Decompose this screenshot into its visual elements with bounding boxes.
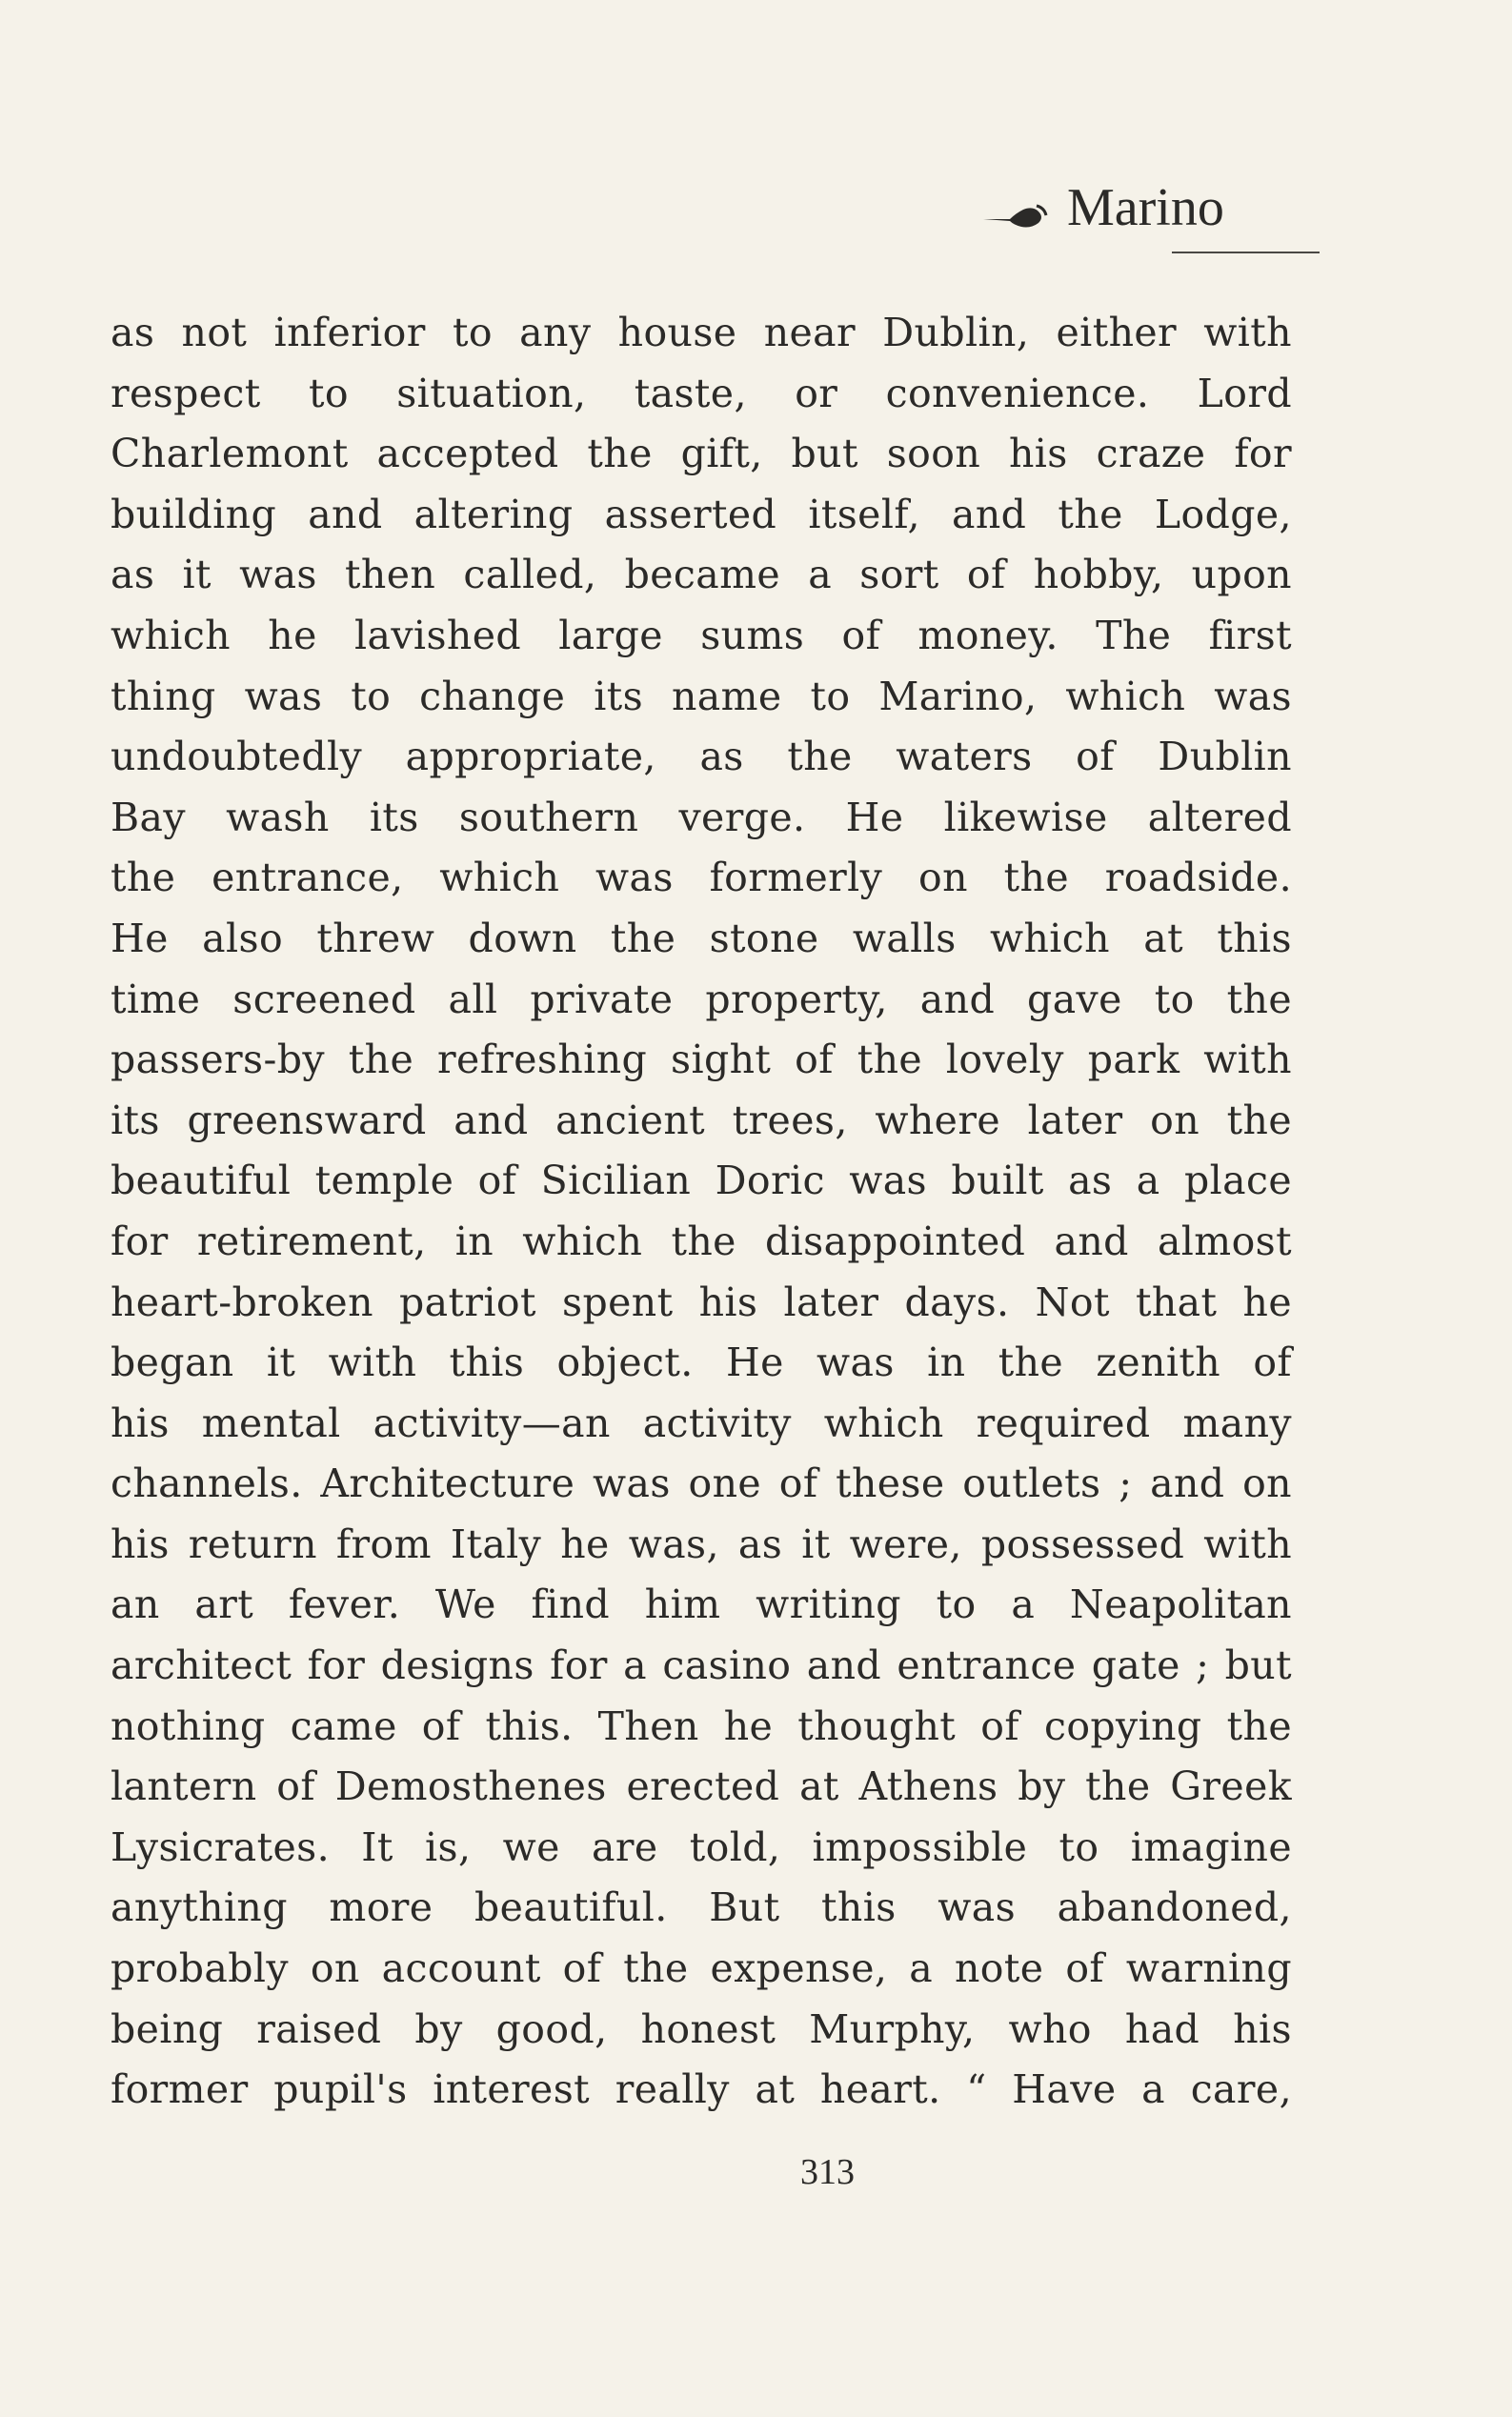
- text-line: nothing came of this. Then he thought of copying the: [111, 1702, 1292, 1749]
- running-head-rule: [1172, 252, 1320, 253]
- running-head-title: Marino: [1067, 178, 1224, 237]
- hand-pointer-ornament-icon: [981, 200, 1048, 231]
- text-line: former pupil's interest really at heart. “ Have a care,: [111, 2066, 1292, 2113]
- text-line: beautiful temple of Sicilian Doric was built as a place: [111, 1158, 1292, 1204]
- text-line: its greensward and ancient trees, where later on the: [111, 1097, 1292, 1143]
- text-line: undoubtedly appropriate, as the waters of Dublin: [111, 734, 1292, 780]
- text-line: as it was then called, became a sort of hobby, upon: [111, 552, 1292, 598]
- text-line: heart-broken patriot spent his later days. Not that he: [111, 1279, 1292, 1325]
- text-line: Bay wash its southern verge. He likewise altered: [111, 794, 1292, 840]
- running-head: [981, 170, 1296, 255]
- text-line: thing was to change its name to Marino, which was: [111, 673, 1292, 719]
- text-line: channels. Architecture was one of these outlets ; and on: [111, 1460, 1292, 1507]
- text-line: his return from Italy he was, as it were, possessed with: [111, 1521, 1292, 1567]
- text-line: respect to situation, taste, or convenience. Lord: [111, 370, 1292, 416]
- text-line: his mental activity—an activity which required many: [111, 1400, 1292, 1446]
- text-line: for retirement, in which the disappointed and almost: [111, 1218, 1292, 1264]
- text-line: as not inferior to any house near Dublin, either with: [111, 310, 1292, 355]
- text-line: Charlemont accepted the gift, but soon his craze for: [111, 431, 1292, 477]
- text-line: being raised by good, honest Murphy, who had his: [111, 2005, 1292, 2052]
- text-line: the entrance, which was formerly on the roadside.: [111, 855, 1292, 901]
- text-line: architect for designs for a casino and entrance gate ; but: [111, 1642, 1292, 1689]
- text-line: passers-by the refreshing sight of the lovely park with: [111, 1037, 1292, 1083]
- page-number: 313: [800, 2152, 855, 2192]
- text-line: began it with this object. He was in the zenith of: [111, 1339, 1292, 1386]
- text-line: building and altering asserted itself, and the Lodge,: [111, 491, 1292, 537]
- text-line: time screened all private property, and gave to the: [111, 976, 1292, 1022]
- text-line: probably on account of the expense, a note of warning: [111, 1945, 1292, 1992]
- text-line: lantern of Demosthenes erected at Athens by the Greek: [111, 1763, 1292, 1810]
- text-line: anything more beautiful. But this was abandoned,: [111, 1884, 1292, 1931]
- text-line: which he lavished large sums of money. The first: [111, 612, 1292, 658]
- text-line: an art fever. We find him writing to a Neapolitan: [111, 1581, 1292, 1628]
- text-line: Lysicrates. It is, we are told, impossible to imagine: [111, 1823, 1292, 1870]
- text-line: He also threw down the stone walls which at this: [111, 915, 1292, 961]
- body-text: [111, 303, 1292, 2121]
